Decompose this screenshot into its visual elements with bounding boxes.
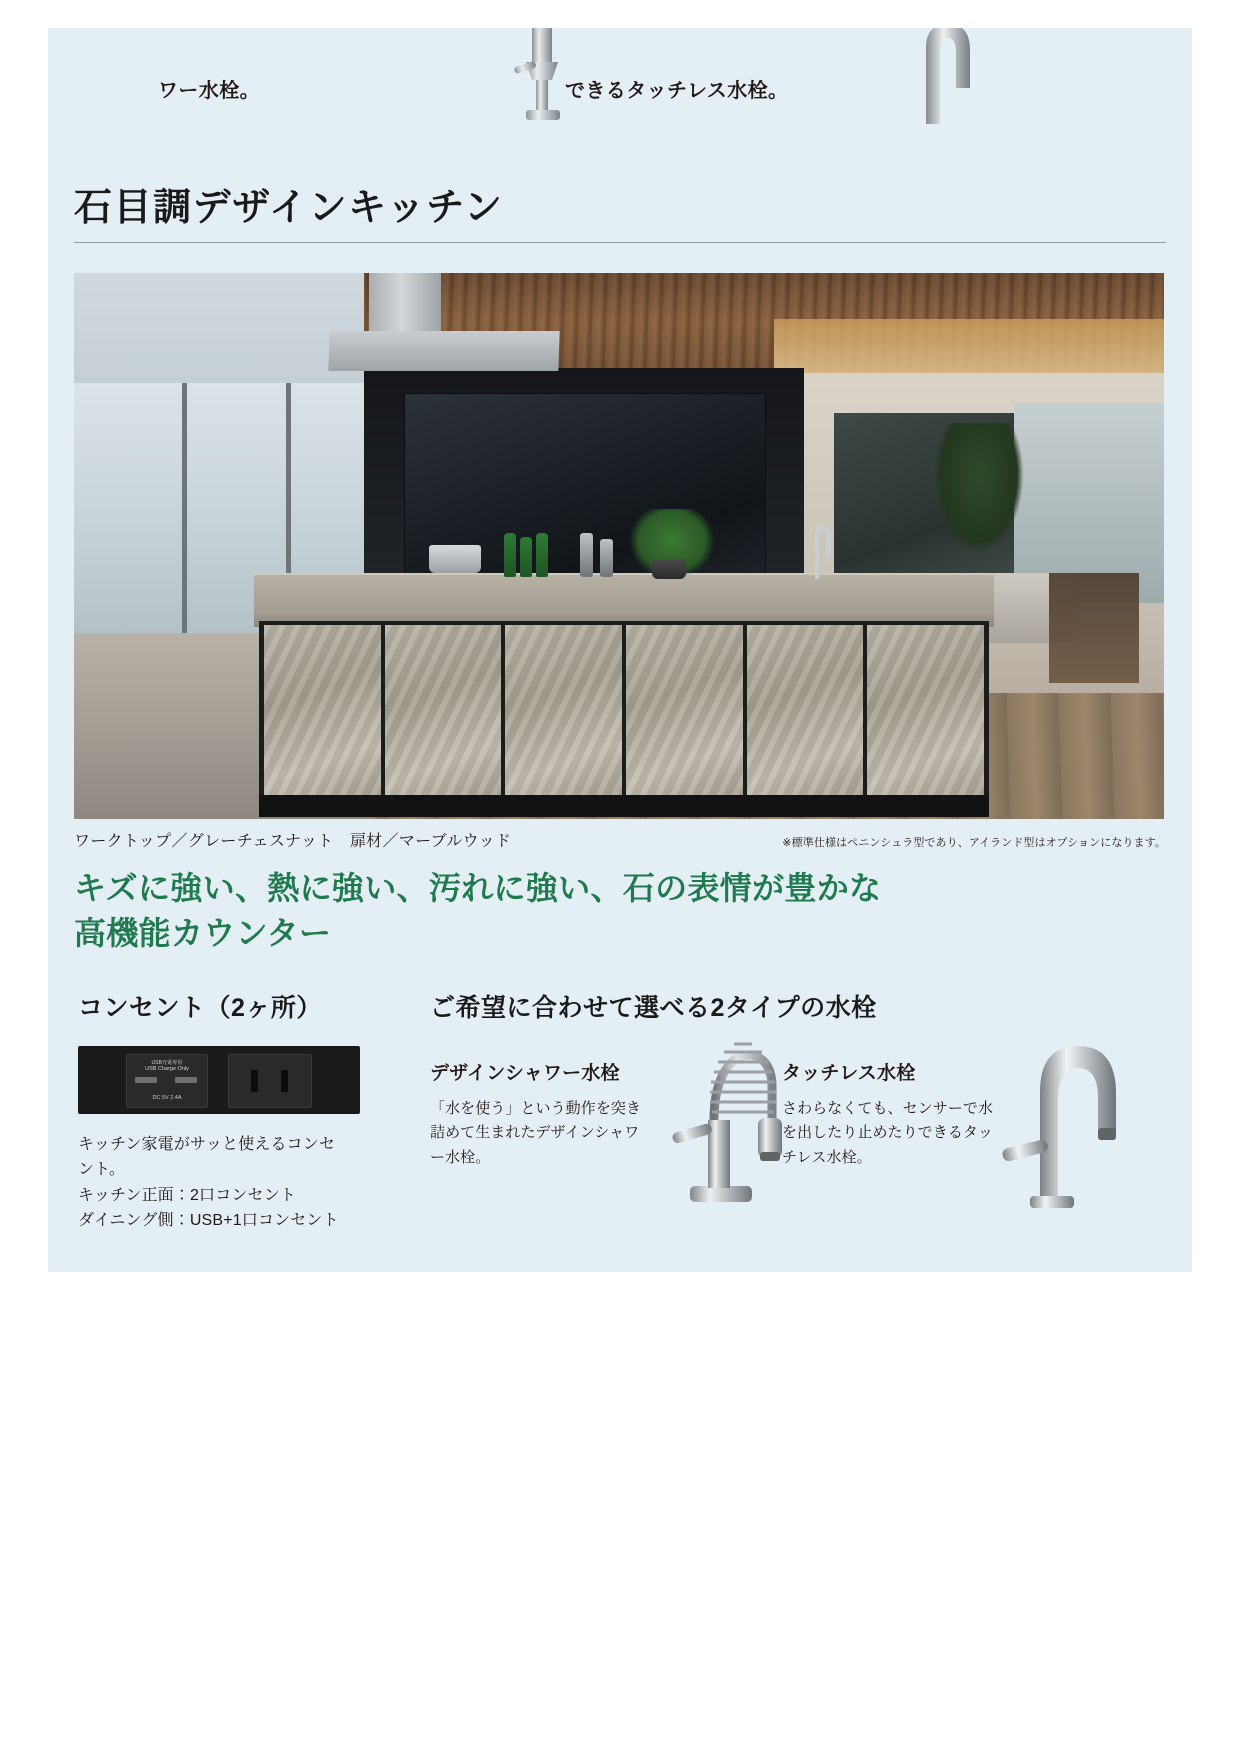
feature-headline-line1: キズに強い、熱に強い、汚れに強い、石の表情が豊かな [74,870,882,906]
faucet-touchless-body: さわらなくても、センサーで水を出したり止めたりできるタッチレス水栓。 [782,1100,994,1166]
usb-label-top: USB充電専用 [151,1060,183,1066]
outlet-desc-line1: キッチン家電がサッと使えるコンセ [78,1136,336,1153]
outlet-desc-line2: ント。 [78,1161,126,1179]
outlet-section [78,988,378,1233]
feature-headline-line2: 高機能カウンター [74,915,332,952]
faucet-design-shower-title: デザインシャワー水栓 [430,1063,620,1084]
usb-label-mid: USB Charge Only [145,1066,189,1072]
touchless-faucet-image-top [886,28,1006,128]
faucet-design-shower-body: 「水を使う」という動作を突き詰めて生まれたデザインシャワー水栓。 [430,1100,642,1166]
hero-caption-note: ※標準仕様はペニンシュラ型であり、アイランド型はオプションになります。 [782,837,1166,849]
outlet-description [78,1132,378,1233]
hero-caption-left: ワークトップ／グレーチェスナット 扉材／マーブルウッド [74,833,512,850]
outlet-desc-line4: ダイニング側：USB+1口コンセント [78,1211,339,1229]
faucet-section [430,988,1166,1170]
page-panel [48,28,1192,1272]
design-shower-faucet-image-top [488,28,598,124]
page-title: 石目調デザインキッチン [74,187,504,229]
faucet-option-design-shower [430,1058,782,1170]
design-shower-faucet-image [654,1000,782,1210]
top-text-left: ワー水栓。 [158,80,260,102]
title-divider [74,242,1166,243]
top-cutoff-strip [48,28,1192,138]
touchless-faucet-image [994,1028,1134,1208]
power-outlet-icon [228,1054,312,1108]
outlet-photo [78,1046,360,1114]
outlet-heading: コンセント（2ヶ所） [78,994,322,1022]
usb-outlet-icon [126,1054,208,1108]
usb-label-bottom: DC 5V 2.4A [152,1095,182,1101]
outlet-desc-line3: キッチン正面：2口コンセント [78,1186,297,1204]
faucet-heading: ご希望に合わせて選べる2タイプの水栓 [430,994,877,1022]
faucet-touchless-title: タッチレス水栓 [782,1063,916,1084]
top-text-right: できるタッチレス水栓。 [565,80,789,102]
kitchen-hero-photo [74,273,1164,819]
feature-headline [74,866,1164,957]
faucet-option-touchless [782,1058,1134,1170]
